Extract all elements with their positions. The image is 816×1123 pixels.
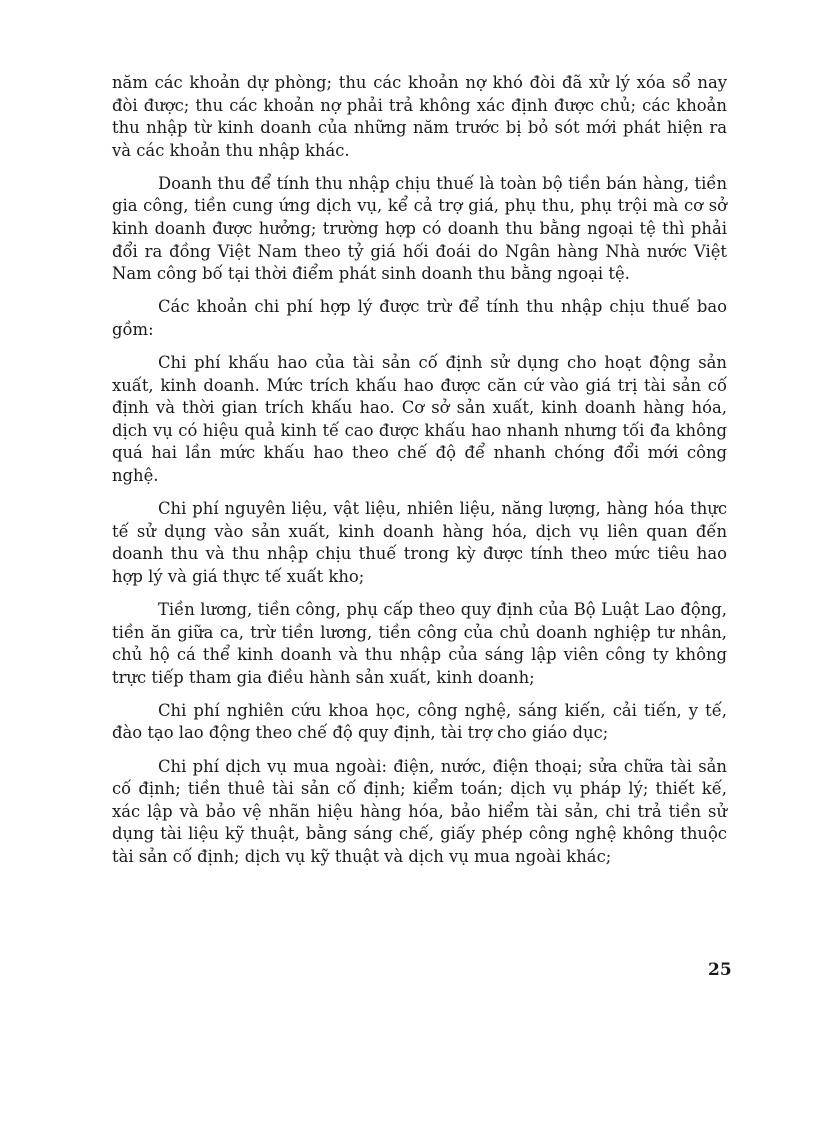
paragraph-materials: Chi phí nguyên liệu, vật liệu, nhiên liệu, năng lượng, hàng hóa thực tế sử dụng vào sản xuất, kinh doanh hàng hóa, dịch vụ liên quan đến doanh thu và thu nhập chịu thuế trong kỳ được tính theo mức tiêu hao hợp lý và giá thực tế xuất kho; [112, 499, 727, 586]
page-number: 25 [708, 960, 732, 980]
paragraph-deductible-costs-intro: Các khoản chi phí hợp lý được trừ để tính thu nhập chịu thuế bao gồm: [112, 297, 727, 339]
paragraph-continuation: năm các khoản dự phòng; thu các khoản nợ khó đòi đã xử lý xóa sổ nay đòi được; thu các khoản nợ phải trả không xác định được chủ; các khoản thu nhập từ kinh doanh của những năm trước bị bỏ sót mới phát hiện ra và các khoản thu nhập khác. [112, 73, 727, 160]
paragraph-services: Chi phí dịch vụ mua ngoài: điện, nước, điện thoại; sửa chữa tài sản cố định; tiền thuê tài sản cố định; kiểm toán; dịch vụ pháp lý; thiết kế, xác lập và bảo vệ nhãn hiệu hàng hóa, bảo hiểm tài sản, chi trả tiền sử dụng tài liệu kỹ thuật, bằng sáng chế, giấy phép công nghệ không thuộc tài sản cố định; dịch vụ kỹ thuật và dịch vụ mua ngoài khác; [112, 756, 727, 866]
paragraph-depreciation: Chi phí khấu hao của tài sản cố định sử dụng cho hoạt động sản xuất, kinh doanh. Mức trích khấu hao được căn cứ vào giá trị tài sản cố định và thời gian trích khấu hao. Cơ sở sản xuất, kinh doanh hàng hóa, dịch vụ có hiệu quả kinh tế cao được khấu hao nhanh nhưng tối đa không quá hai lần mức khấu hao theo chế độ để nhanh chóng đổi mới công nghệ. [112, 353, 727, 485]
paragraph-revenue: Doanh thu để tính thu nhập chịu thuế là toàn bộ tiền bán hàng, tiền gia công, tiền cung ứng dịch vụ, kể cả trợ giá, phụ thu, phụ trội mà cơ sở kinh doanh được hưởng; trường hợp có doanh thu bằng ngoại tệ thì phải đổi ra đồng Việt Nam theo tỷ giá hối đoái do Ngân hàng Nhà nước Việt Nam công bố tại thời điểm phát sinh doanh thu bằng ngoại tệ. [112, 173, 727, 284]
paragraph-wages: Tiền lương, tiền công, phụ cấp theo quy định của Bộ Luật Lao động, tiền ăn giữa ca, trừ tiền lương, tiền công của chủ doanh nghiệp tư nhân, chủ hộ cá thể kinh doanh và thu nhập của sáng lập viên công ty không trực tiếp tham gia điều hành sản xuất, kinh doanh; [112, 599, 727, 687]
body-text [112, 72, 727, 879]
paragraph-research: Chi phí nghiên cứu khoa học, công nghệ, sáng kiến, cải tiến, y tế, đào tạo lao động theo chế độ quy định, tài trợ cho giáo dục; [112, 700, 727, 743]
